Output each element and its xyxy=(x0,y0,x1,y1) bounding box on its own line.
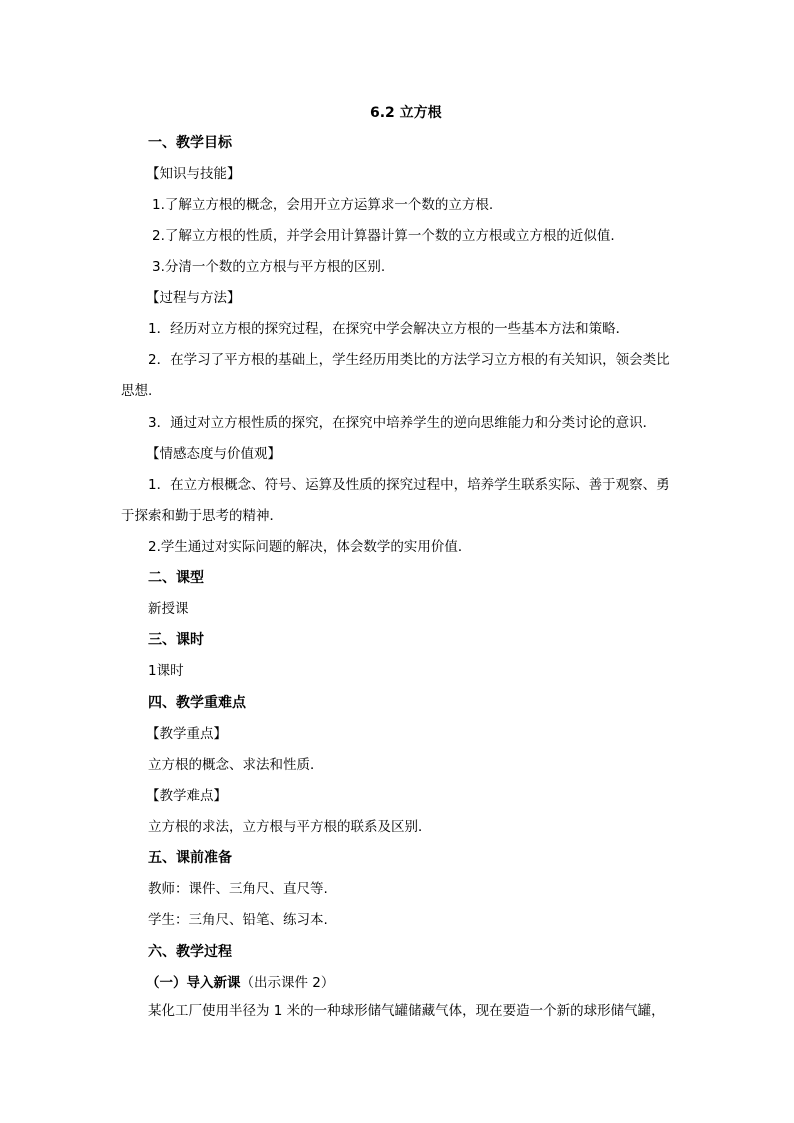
knowledge-item-2: 2.了解立方根的性质，并学会用计算器计算一个数的立方根或立方根的近似值. xyxy=(152,228,615,244)
process-item-2-line2: 思想. xyxy=(121,383,153,399)
part1-heading xyxy=(146,974,334,992)
subheading-key: 【教学重点】 xyxy=(146,726,227,742)
process-item-1: 1．经历对立方根的探究过程，在探究中学会解决立方根的一些基本方法和策略． xyxy=(148,321,630,337)
student-preparation: 学生：三角尺、铅笔、练习本. xyxy=(148,912,328,928)
subheading-knowledge: 【知识与技能】 xyxy=(146,166,241,182)
section-heading-objectives: 一、教学目标 xyxy=(148,135,232,151)
knowledge-item-1: 1.了解立方根的概念，会用开立方运算求一个数的立方根. xyxy=(152,197,494,213)
emotion-item-2: 2.学生通过对实际问题的解决，体会数学的实用价值． xyxy=(148,539,472,555)
process-item-3: 3．通过对立方根性质的探究，在探究中培养学生的逆向思维能力和分类讨论的意识． xyxy=(148,415,657,431)
difficulty-content: 立方根的求法，立方根与平方根的联系及区别． xyxy=(148,819,432,835)
section-heading-key-points: 四、教学重难点 xyxy=(148,695,246,711)
part1-courseware-note: （出示课件 2） xyxy=(240,975,335,991)
subheading-difficulty: 【教学难点】 xyxy=(146,788,227,804)
section-heading-type: 二、课型 xyxy=(148,570,204,586)
subheading-emotion: 【情感态度与价值观】 xyxy=(146,446,281,462)
knowledge-item-3: 3.分清一个数的立方根与平方根的区别. xyxy=(152,259,386,275)
periods-content: 1课时 xyxy=(148,663,184,679)
emotion-item-1-line1: 1．在立方根概念、符号、运算及性质的探究过程中，培养学生联系实际、善于观察、勇 xyxy=(148,477,670,493)
key-content: 立方根的概念、求法和性质． xyxy=(148,757,324,773)
part1-title: （一）导入新课 xyxy=(146,975,241,991)
section-heading-process: 六、教学过程 xyxy=(148,944,232,960)
section-heading-preparation: 五、课前准备 xyxy=(148,850,232,866)
subheading-process: 【过程与方法】 xyxy=(146,290,241,306)
emotion-item-1-line2: 于探索和勤于思考的精神． xyxy=(121,508,283,524)
process-item-2-line1: 2．在学习了平方根的基础上，学生经历用类比的方法学习立方根的有关知识，领会类比 xyxy=(148,352,670,368)
intro-paragraph: 某化工厂使用半径为 1 米的一种球形储气罐储藏气体，现在要造一个新的球形储气罐， xyxy=(148,1003,665,1019)
type-content: 新授课 xyxy=(148,601,189,617)
teacher-preparation: 教师：课件、三角尺、直尺等. xyxy=(148,881,328,897)
doc-title: 6.2 立方根 xyxy=(370,105,442,121)
section-heading-periods: 三、课时 xyxy=(148,632,204,648)
